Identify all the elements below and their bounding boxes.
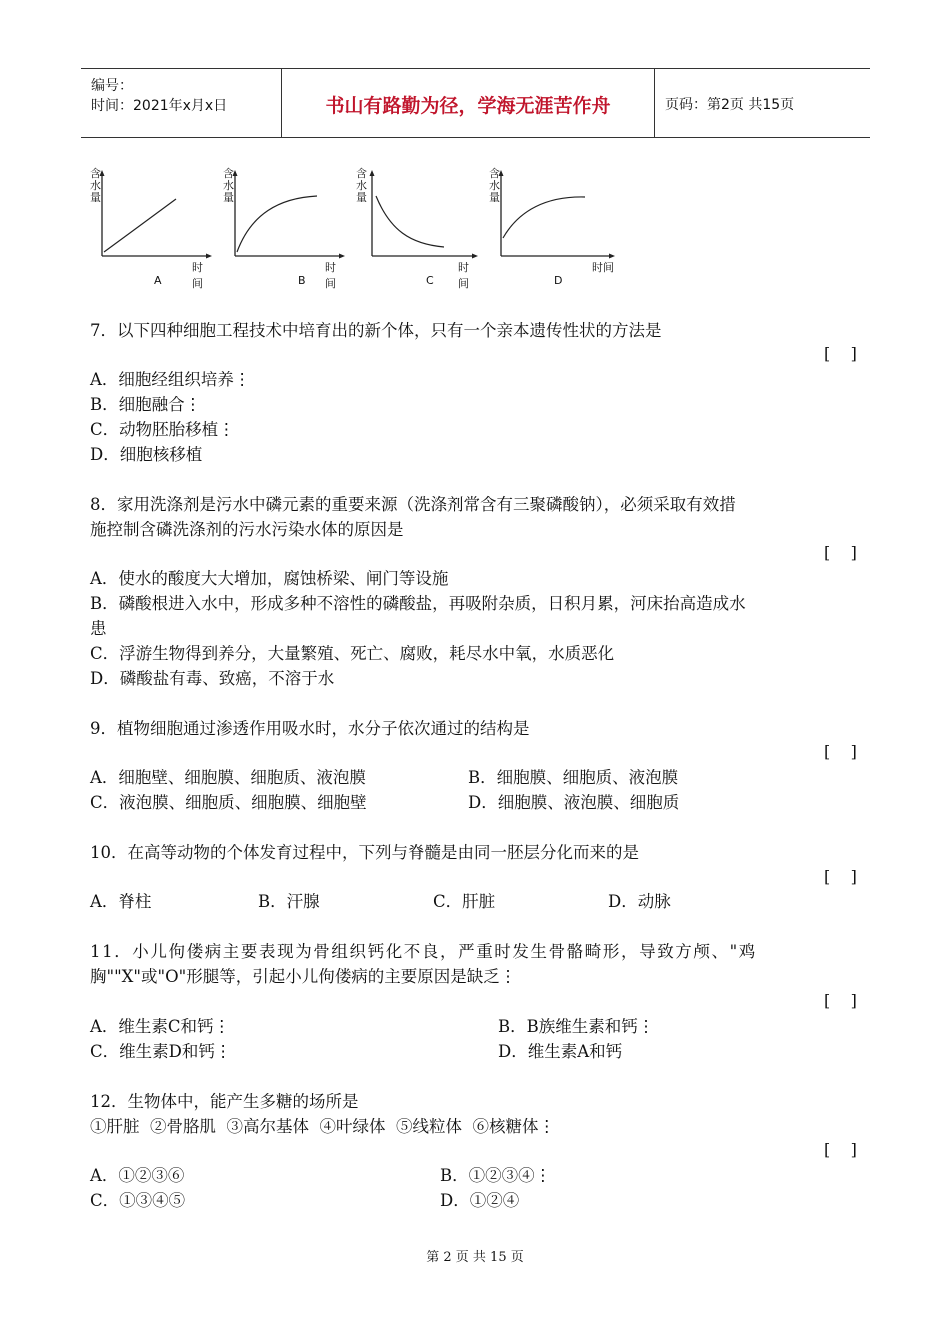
graph-x-label: 时间: [592, 261, 614, 274]
question-10-option-d: D．动脉: [608, 892, 671, 911]
question-11-stem-line2: 胸""X"或"O"形腿等，引起小儿佝偻病的主要原因是缺乏⋮: [90, 967, 517, 986]
graph-d: [487, 166, 622, 292]
time-label: 时间：2021年x月x日: [91, 98, 228, 114]
graph-y-label: 含水量: [90, 167, 101, 204]
question-11-option-d: D．维生素A和钙: [498, 1042, 623, 1061]
header-left-cell: [81, 69, 282, 137]
header-right-cell: [655, 69, 870, 137]
question-7-answer-bracket: [ ]: [824, 344, 857, 363]
question-11-stem-line1: 11．小儿佝偻病主要表现为骨组织钙化不良，严重时发生骨骼畸形，导致方颅、"鸡: [90, 942, 757, 961]
question-9-option-c: C．液泡膜、细胞质、细胞膜、细胞壁: [90, 793, 367, 812]
page-code: 页码：第2页 共15页: [665, 97, 795, 113]
graph-a-curve: [104, 199, 176, 252]
number-label: 编号：: [91, 78, 133, 94]
question-10-answer-bracket: [ ]: [824, 867, 857, 886]
question-7-option-a: A．细胞经组织培养⋮: [90, 370, 251, 389]
graph-b-label: B: [298, 274, 306, 287]
question-12-option-c: C．①③④⑤: [90, 1191, 186, 1210]
graph-b: [221, 166, 346, 292]
page-header: [81, 68, 870, 138]
question-11-option-a: A．维生素C和钙⋮: [90, 1017, 231, 1036]
graph-x-label: 时间: [192, 261, 203, 290]
question-7-stem: 7．以下四种细胞工程技术中培育出的新个体，只有一个亲本遗传性状的方法是: [90, 321, 662, 340]
graph-x-label: 时间: [458, 261, 469, 290]
question-11-option-b: B．B族维生素和钙⋮: [498, 1017, 655, 1036]
question-12-stem-line2: ①肝脏 ②骨胳肌 ③高尔基体 ④叶绿体 ⑤线粒体 ⑥核糖体⋮: [90, 1117, 555, 1136]
question-9-option-b: B．细胞膜、细胞质、液泡膜: [468, 768, 679, 787]
question-8-option-b: B．磷酸根进入水中，形成多种不溶性的磷酸盐，再吸附杂质，日积月累，河床抬高造成水: [90, 594, 746, 613]
motto: 书山有路勤为径，学海无涯苦作舟: [325, 95, 611, 117]
graph-b-curve: [237, 196, 317, 252]
graph-y-label: 含水量: [356, 167, 367, 204]
graph-a: [88, 166, 213, 292]
question-10-stem: 10．在高等动物的个体发育过程中，下列与脊髓是由同一胚层分化而来的是: [90, 843, 639, 862]
question-9-option-d: D．细胞膜、液泡膜、细胞质: [468, 793, 680, 812]
question-12-stem-line1: 12．生物体中，能产生多糖的场所是: [90, 1092, 359, 1111]
question-7-option-d: D．细胞核移植: [90, 445, 203, 464]
question-8-stem-line1: 8．家用洗涤剂是污水中磷元素的重要来源（洗涤剂常含有三聚磷酸钠），必须采取有效措: [90, 495, 736, 514]
question-10-option-b: B．汗腺: [258, 892, 320, 911]
question-10-option-c: C．肝脏: [433, 892, 496, 911]
question-8-option-a: A．使水的酸度大大增加，腐蚀桥梁、闸门等设施: [90, 569, 449, 588]
question-9-answer-bracket: [ ]: [824, 742, 857, 761]
question-8-option-b-cont: 患: [90, 619, 107, 638]
question-11-option-c: C．维生素D和钙⋮: [90, 1042, 232, 1061]
graph-c-curve: [376, 196, 444, 247]
graph-y-label: 含水量: [223, 167, 234, 204]
question-8-stem-line2: 施控制含磷洗涤剂的污水污染水体的原因是: [90, 520, 404, 539]
question-7-option-b: B．细胞融合⋮: [90, 395, 202, 414]
question-12-option-d: D．①②④: [440, 1191, 520, 1210]
graph-c: [354, 166, 479, 292]
question-12-option-a: A．①②③⑥: [90, 1166, 185, 1185]
question-8-option-c: C．浮游生物得到养分，大量繁殖、死亡、腐败，耗尽水中氧，水质恶化: [90, 644, 615, 663]
graph-x-label: 时间: [325, 261, 336, 290]
question-8-answer-bracket: [ ]: [824, 543, 857, 562]
graph-d-label: D: [554, 274, 563, 287]
question-7-option-c: C．动物胚胎移植⋮: [90, 420, 235, 439]
water-content-graphs: [88, 166, 628, 292]
question-9-option-a: A．细胞壁、细胞膜、细胞质、液泡膜: [90, 768, 366, 787]
question-11-answer-bracket: [ ]: [824, 991, 857, 1010]
graph-a-label: A: [154, 274, 162, 287]
question-9-stem: 9．植物细胞通过渗透作用吸水时，水分子依次通过的结构是: [90, 719, 530, 738]
question-10-option-a: A．脊柱: [90, 892, 152, 911]
graph-c-label: C: [426, 274, 434, 287]
page-footer: 第 2 页 共 15 页: [426, 1250, 524, 1265]
question-12-answer-bracket: [ ]: [824, 1140, 857, 1159]
question-8-option-d: D．磷酸盐有毒、致癌，不溶于水: [90, 669, 335, 688]
graph-y-label: 含水量: [489, 167, 500, 204]
header-motto-cell: [282, 69, 655, 137]
question-12-option-b: B．①②③④⋮: [440, 1166, 552, 1185]
graph-d-curve: [503, 197, 585, 238]
